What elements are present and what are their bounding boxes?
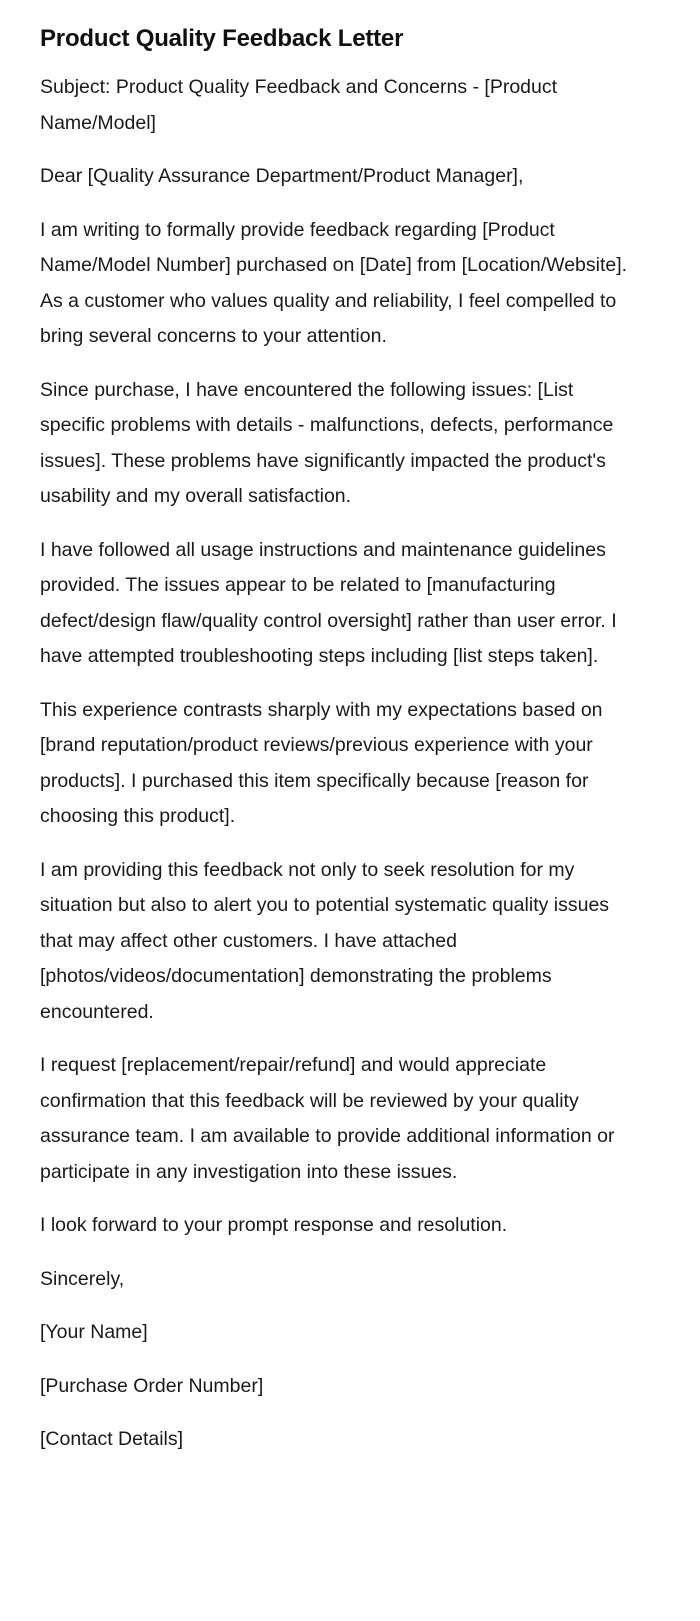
subject-line: Subject: Product Quality Feedback and Concerns - [Product Name/Model] [40, 76, 558, 134]
body-paragraph-1: I am writing to formally provide feedback regarding [Product Name/Model Number] purchased on [Date] from [Location/Website]. As a customer who values quality and reliability, I feel compelled to bring several concerns to your attention. [40, 218, 628, 347]
salutation: Dear [Quality Assurance Department/Product Manager], [40, 165, 524, 187]
signature-name: [Your Name] [40, 1321, 148, 1343]
purchase-order-number: [Purchase Order Number] [40, 1374, 264, 1397]
body-paragraph-3: I have followed all usage instructions and maintenance guidelines provided. The issues appear to be related to [manufacturing defect/design flaw/quality control oversight] rather than user error. I have attempted troubleshooting steps including [list steps taken]. [40, 538, 617, 667]
page-title: Product Quality Feedback Letter [40, 25, 404, 52]
body-paragraph-2: Since purchase, I have encountered the following issues: [List specific problems with details - malfunctions, defects, performance issues]. These problems have significantly impacted the product's usability and my overall satisfaction. [40, 378, 614, 507]
body-paragraph-4: This experience contrasts sharply with my expectations based on [brand reputation/product reviews/previous experience with your products]. I purchased this item specifically because [reason for choosing this product]. [40, 698, 603, 827]
body-paragraph-5: I am providing this feedback not only to seek resolution for my situation but also to alert you to potential systematic quality issues that may affect other customers. I have attached [photos/videos/documentation] demonstrating the problems encountered. [40, 858, 610, 1023]
contact-details: [Contact Details] [40, 1428, 184, 1450]
body-paragraph-6: I request [replacement/repair/refund] and would appreciate confirmation that this feedback will be reviewed by your quality assurance team. I am available to provide additional information or participate in any investigation into these issues. [40, 1054, 615, 1183]
closing: Sincerely, [40, 1267, 125, 1290]
body-paragraph-7: I look forward to your prompt response and resolution. [40, 1214, 508, 1236]
